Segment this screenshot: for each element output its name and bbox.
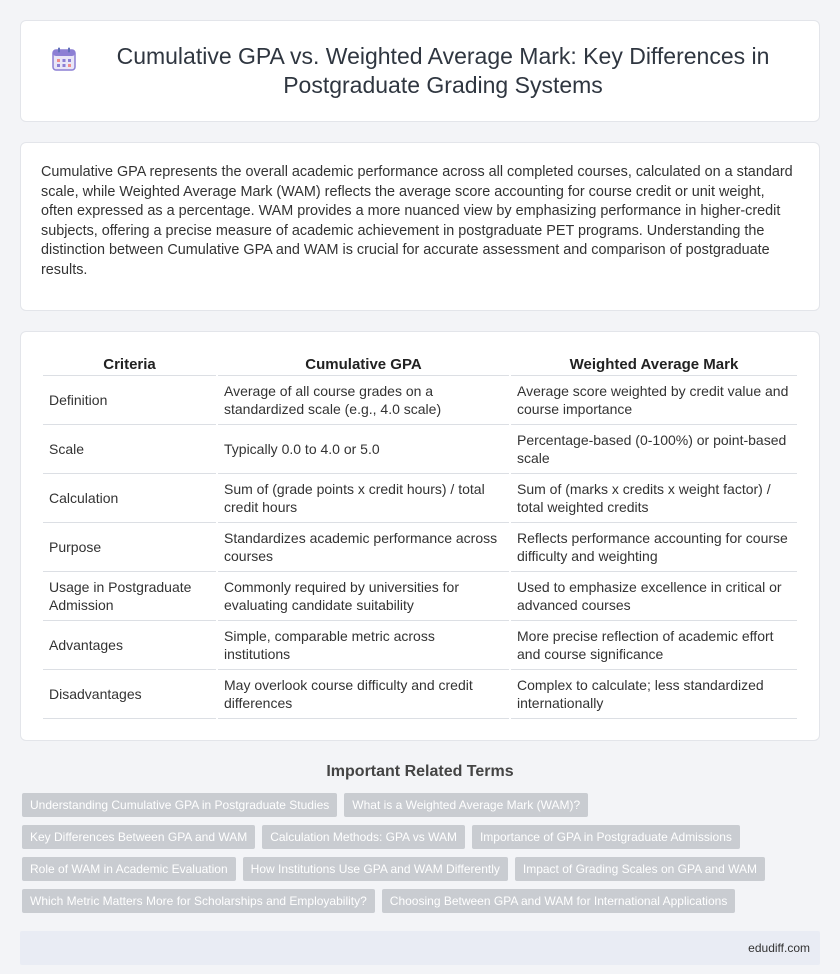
row-gpa-cell: Standardizes academic performance across courses	[218, 523, 509, 572]
row-wam-cell: Percentage-based (0-100%) or point-based scale	[511, 425, 797, 474]
related-term-link[interactable]: Key Differences Between GPA and WAM	[22, 825, 255, 849]
footer	[20, 931, 820, 965]
table-row	[43, 572, 797, 621]
calendar-icon	[51, 46, 77, 72]
related-term-link[interactable]: Impact of Grading Scales on GPA and WAM	[515, 857, 765, 881]
comparison-table	[41, 352, 799, 719]
row-criteria-cell: Usage in Postgraduate Admission	[43, 572, 216, 621]
related-term-link[interactable]: Role of WAM in Academic Evaluation	[22, 857, 236, 881]
column-header-gpa: Cumulative GPA	[218, 352, 509, 376]
row-criteria-cell: Disadvantages	[43, 670, 216, 719]
page-title: Cumulative GPA vs. Weighted Average Mark: Key Differences in Postgraduate Grading Systems	[116, 43, 770, 98]
table-row	[43, 474, 797, 523]
comparison-table-card	[20, 331, 820, 741]
row-wam-cell: Sum of (marks x credits x weight factor) / total weighted credits	[511, 474, 797, 523]
row-gpa-cell: May overlook course difficulty and credit differences	[218, 670, 509, 719]
row-gpa-cell: Average of all course grades on a standardized scale (e.g., 4.0 scale)	[218, 376, 509, 425]
row-criteria-cell: Calculation	[43, 474, 216, 523]
related-term-link[interactable]: How Institutions Use GPA and WAM Differently	[243, 857, 508, 881]
related-terms-title: Important Related Terms	[326, 763, 514, 780]
row-gpa-cell: Typically 0.0 to 4.0 or 5.0	[218, 425, 509, 474]
row-gpa-cell: Sum of (grade points x credit hours) / total credit hours	[218, 474, 509, 523]
column-header-criteria: Criteria	[43, 352, 216, 376]
row-wam-cell: Average score weighted by credit value and course importance	[511, 376, 797, 425]
row-wam-cell: Reflects performance accounting for course difficulty and weighting	[511, 523, 797, 572]
row-criteria-cell: Advantages	[43, 621, 216, 670]
header-card	[20, 20, 820, 122]
table-row	[43, 425, 797, 474]
row-gpa-cell: Commonly required by universities for evaluating candidate suitability	[218, 572, 509, 621]
footer-brand-link[interactable]: edudiff.com	[748, 941, 810, 955]
intro-paragraph: Cumulative GPA represents the overall academic performance across all completed courses, calculated on a standard scale, while Weighted Average Mark (WAM) reflects the average score accounting for course credit or unit weight, often expressed as a percentage. WAM provides a more nuanced view by emphasizing performance in higher-credit subjects, offering a precise measure of academic achievement in postgraduate PET programs. Understanding the distinction between Cumulative GPA and WAM is crucial for accurate assessment and comparison of postgraduate results.	[41, 164, 793, 278]
related-term-link[interactable]: Which Metric Matters More for Scholarships and Employability?	[22, 889, 375, 913]
table-header-row	[43, 352, 797, 376]
table-row	[43, 523, 797, 572]
row-criteria-cell: Scale	[43, 425, 216, 474]
row-criteria-cell: Definition	[43, 376, 216, 425]
related-term-link[interactable]: Calculation Methods: GPA vs WAM	[262, 825, 465, 849]
row-gpa-cell: Simple, comparable metric across institutions	[218, 621, 509, 670]
table-row	[43, 376, 797, 425]
row-wam-cell: Complex to calculate; less standardized internationally	[511, 670, 797, 719]
related-term-link[interactable]: Understanding Cumulative GPA in Postgraduate Studies	[22, 793, 337, 817]
column-header-wam: Weighted Average Mark	[511, 352, 797, 376]
related-term-link[interactable]: Choosing Between GPA and WAM for International Applications	[382, 889, 736, 913]
related-term-link[interactable]: Importance of GPA in Postgraduate Admissions	[472, 825, 740, 849]
table-row	[43, 670, 797, 719]
row-wam-cell: Used to emphasize excellence in critical or advanced courses	[511, 572, 797, 621]
related-terms-list	[0, 793, 840, 921]
table-row	[43, 621, 797, 670]
intro-card	[20, 142, 820, 311]
row-wam-cell: More precise reflection of academic effort and course significance	[511, 621, 797, 670]
related-term-link[interactable]: What is a Weighted Average Mark (WAM)?	[344, 793, 588, 817]
row-criteria-cell: Purpose	[43, 523, 216, 572]
